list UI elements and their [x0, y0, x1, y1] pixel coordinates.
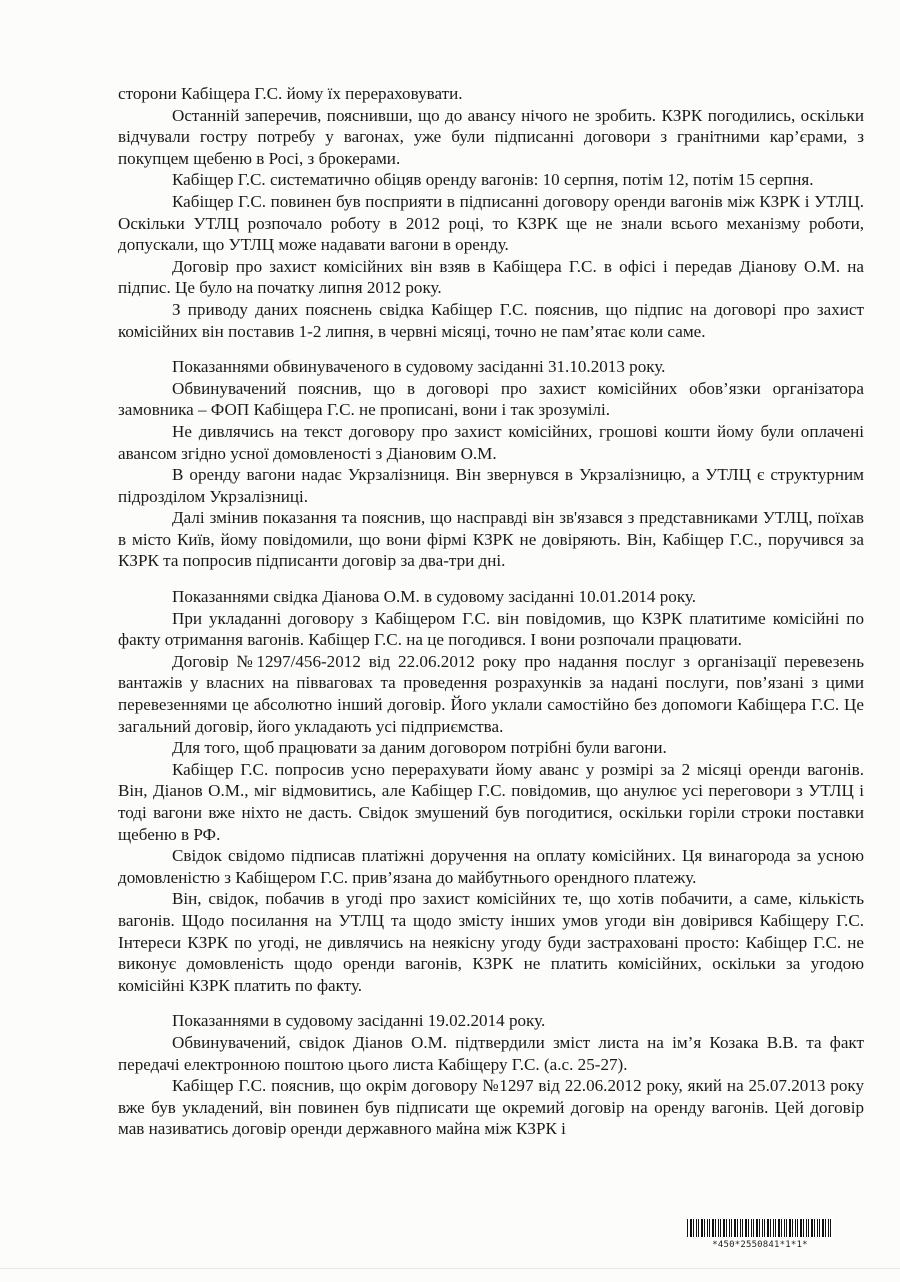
- paragraph-16: Кабіщер Г.С. попросив усно перерахувати йому аванс у розмірі за 2 місяці оренди вагонів. Він, Діанов О.М., міг відмовитись, але Кабіщер Г.С. повідомив, що анулює усі переговори з УТЛЦ і тоді вагони вже ніхто не дасть. Свідок змушений був погодитися, оскільки горіли строки поставки щебеню в РФ.: [118, 759, 864, 844]
- paragraph-3: Кабіщер Г.С. систематично обіцяв оренду вагонів: 10 серпня, потім 12, потім 15 серпня.: [172, 170, 814, 190]
- section-heading-witness-testimony: Показаннями свідка Діанова О.М. в судовому засіданні 10.01.2014 року.: [172, 587, 697, 607]
- barcode-number: *450*2550841*1*1*: [712, 1240, 808, 1250]
- paragraph-20: Обвинувачений, свідок Діанов О.М. підтвердили зміст листа на ім’я Козака В.В. та факт передачі електронною поштою цього листа Кабіщеру Г.С. (а.с. 25-27).: [118, 1032, 864, 1074]
- paragraph-4: Кабіщер Г.С. повинен був посприяти в підписанні договору оренди вагонів між КЗРК і УТЛЦ. Оскільки УТЛЦ розпочало роботу в 2012 році, то КЗРК ще не знали всього механізму роботи, допускали, що УТЛЦ може надавати вагони в оренду.: [118, 191, 864, 255]
- paragraph-11: Далі змінив показання та пояснив, що насправді він зв'язався з представниками УТЛЦ, поїхав в місто Київ, йому повідомили, що вони фірмі КЗРК не довіряють. Він, Кабіщер Г.С., поручився за КЗРК та попросив підписанти договір за два-три дні.: [118, 508, 864, 571]
- paragraph-14: Договір №1297/456-2012 від 22.06.2012 року про надання послуг з організації перевезень вантажів у власних на півваговах та проведення розрахунків за надані послуги, пов’язані з цими перевезеннями це абсолютно інший договір. Його уклали самостійно без допомоги Кабіщера Г.С. Це загальний договір, його укладають усі підприємства.: [118, 651, 864, 736]
- paragraph-1: сторони Кабіщера Г.С. йому їх перераховувати.: [118, 84, 463, 103]
- document-body: [118, 83, 864, 1140]
- paragraph-6: З приводу даних пояснень свідка Кабіщер Г.С. пояснив, що підпис на договорі про захист комісійних він поставив 1-2 липня, в червні місяці, точно не пам’ятає коли саме.: [118, 299, 864, 341]
- page-edge-divider: [0, 1268, 900, 1269]
- section-heading-hearing-testimony: Показаннями в судовому засіданні 19.02.2014 року.: [172, 1011, 546, 1031]
- barcode-image: [687, 1219, 833, 1237]
- paragraph-17: Свідок свідомо підписав платіжні доручення на оплату комісійних. Ця винагорода за усною домовленістю з Кабіщером Г.С. прив’язана до майбутнього орендного платежу.: [118, 846, 864, 887]
- paragraph-8: Обвинувачений пояснив, що в договорі про захист комісійних обов’язки організатора замовника – ФОП Кабіщера Г.С. не прописані, вони і так зрозумілі.: [118, 378, 864, 420]
- paragraph-5: Договір про захист комісійних він взяв в Кабіщера Г.С. в офісі і передав Діанову О.М. на підпис. Це було на початку липня 2012 року.: [118, 256, 864, 298]
- paragraph-13: При укладанні договору з Кабіщером Г.С. він повідомив, що КЗРК платитиме комісійні по факту отримання вагонів. Кабіщер Г.С. на це погодився. І вони розпочали працювати.: [118, 608, 864, 650]
- paragraph-15: Для того, щоб працювати за даним договором потрібні були вагони.: [172, 738, 667, 758]
- paragraph-2: Останній заперечив, пояснивши, що до авансу нічого не зробить. КЗРК погодились, оскільки відчували гостру потребу у вагонах, уже були підписанні договори з гранітними кар’єрами, з покупцем щебеню в Росі, з брокерами.: [118, 105, 864, 168]
- paragraph-21: Кабіщер Г.С. пояснив, що окрім договору №1297 від 22.06.2012 року, який на 25.07.2013 року вже був укладений, він повинен був підписати ще окремий договір на оренду вагонів. Цей договір мав називатись договір оренди державного майна між КЗРК і: [118, 1076, 864, 1139]
- paragraph-18: Він, свідок, побачив в угоді про захист комісійних те, що хотів побачити, а саме, кількість вагонів. Щодо посилання на УТЛЦ та щодо змісту інших умов угоди він довірився Кабіщеру Г.С. Інтереси КЗРК по угоді, не дивлячись на неякісну угоду буди застраховані просто: Кабіщер Г.С. не виконує домовленість щодо оренди вагонів, КЗРК не платить комісійних, оскільки за угодою комісійні КЗРК платить по факту.: [118, 889, 864, 995]
- paragraph-9: Не дивлячись на текст договору про захист комісійних, грошові кошти йому були оплачені авансом згідно усної домовленості з Діановим О.М.: [118, 421, 864, 463]
- paragraph-10: В оренду вагони надає Укрзалізниця. Він звернувся в Укрзалізницю, а УТЛЦ є структурним підрозділом Укрзалізниці.: [118, 465, 864, 506]
- section-heading-defendant-testimony: Показаннями обвинуваченого в судовому засіданні 31.10.2013 року.: [172, 357, 666, 377]
